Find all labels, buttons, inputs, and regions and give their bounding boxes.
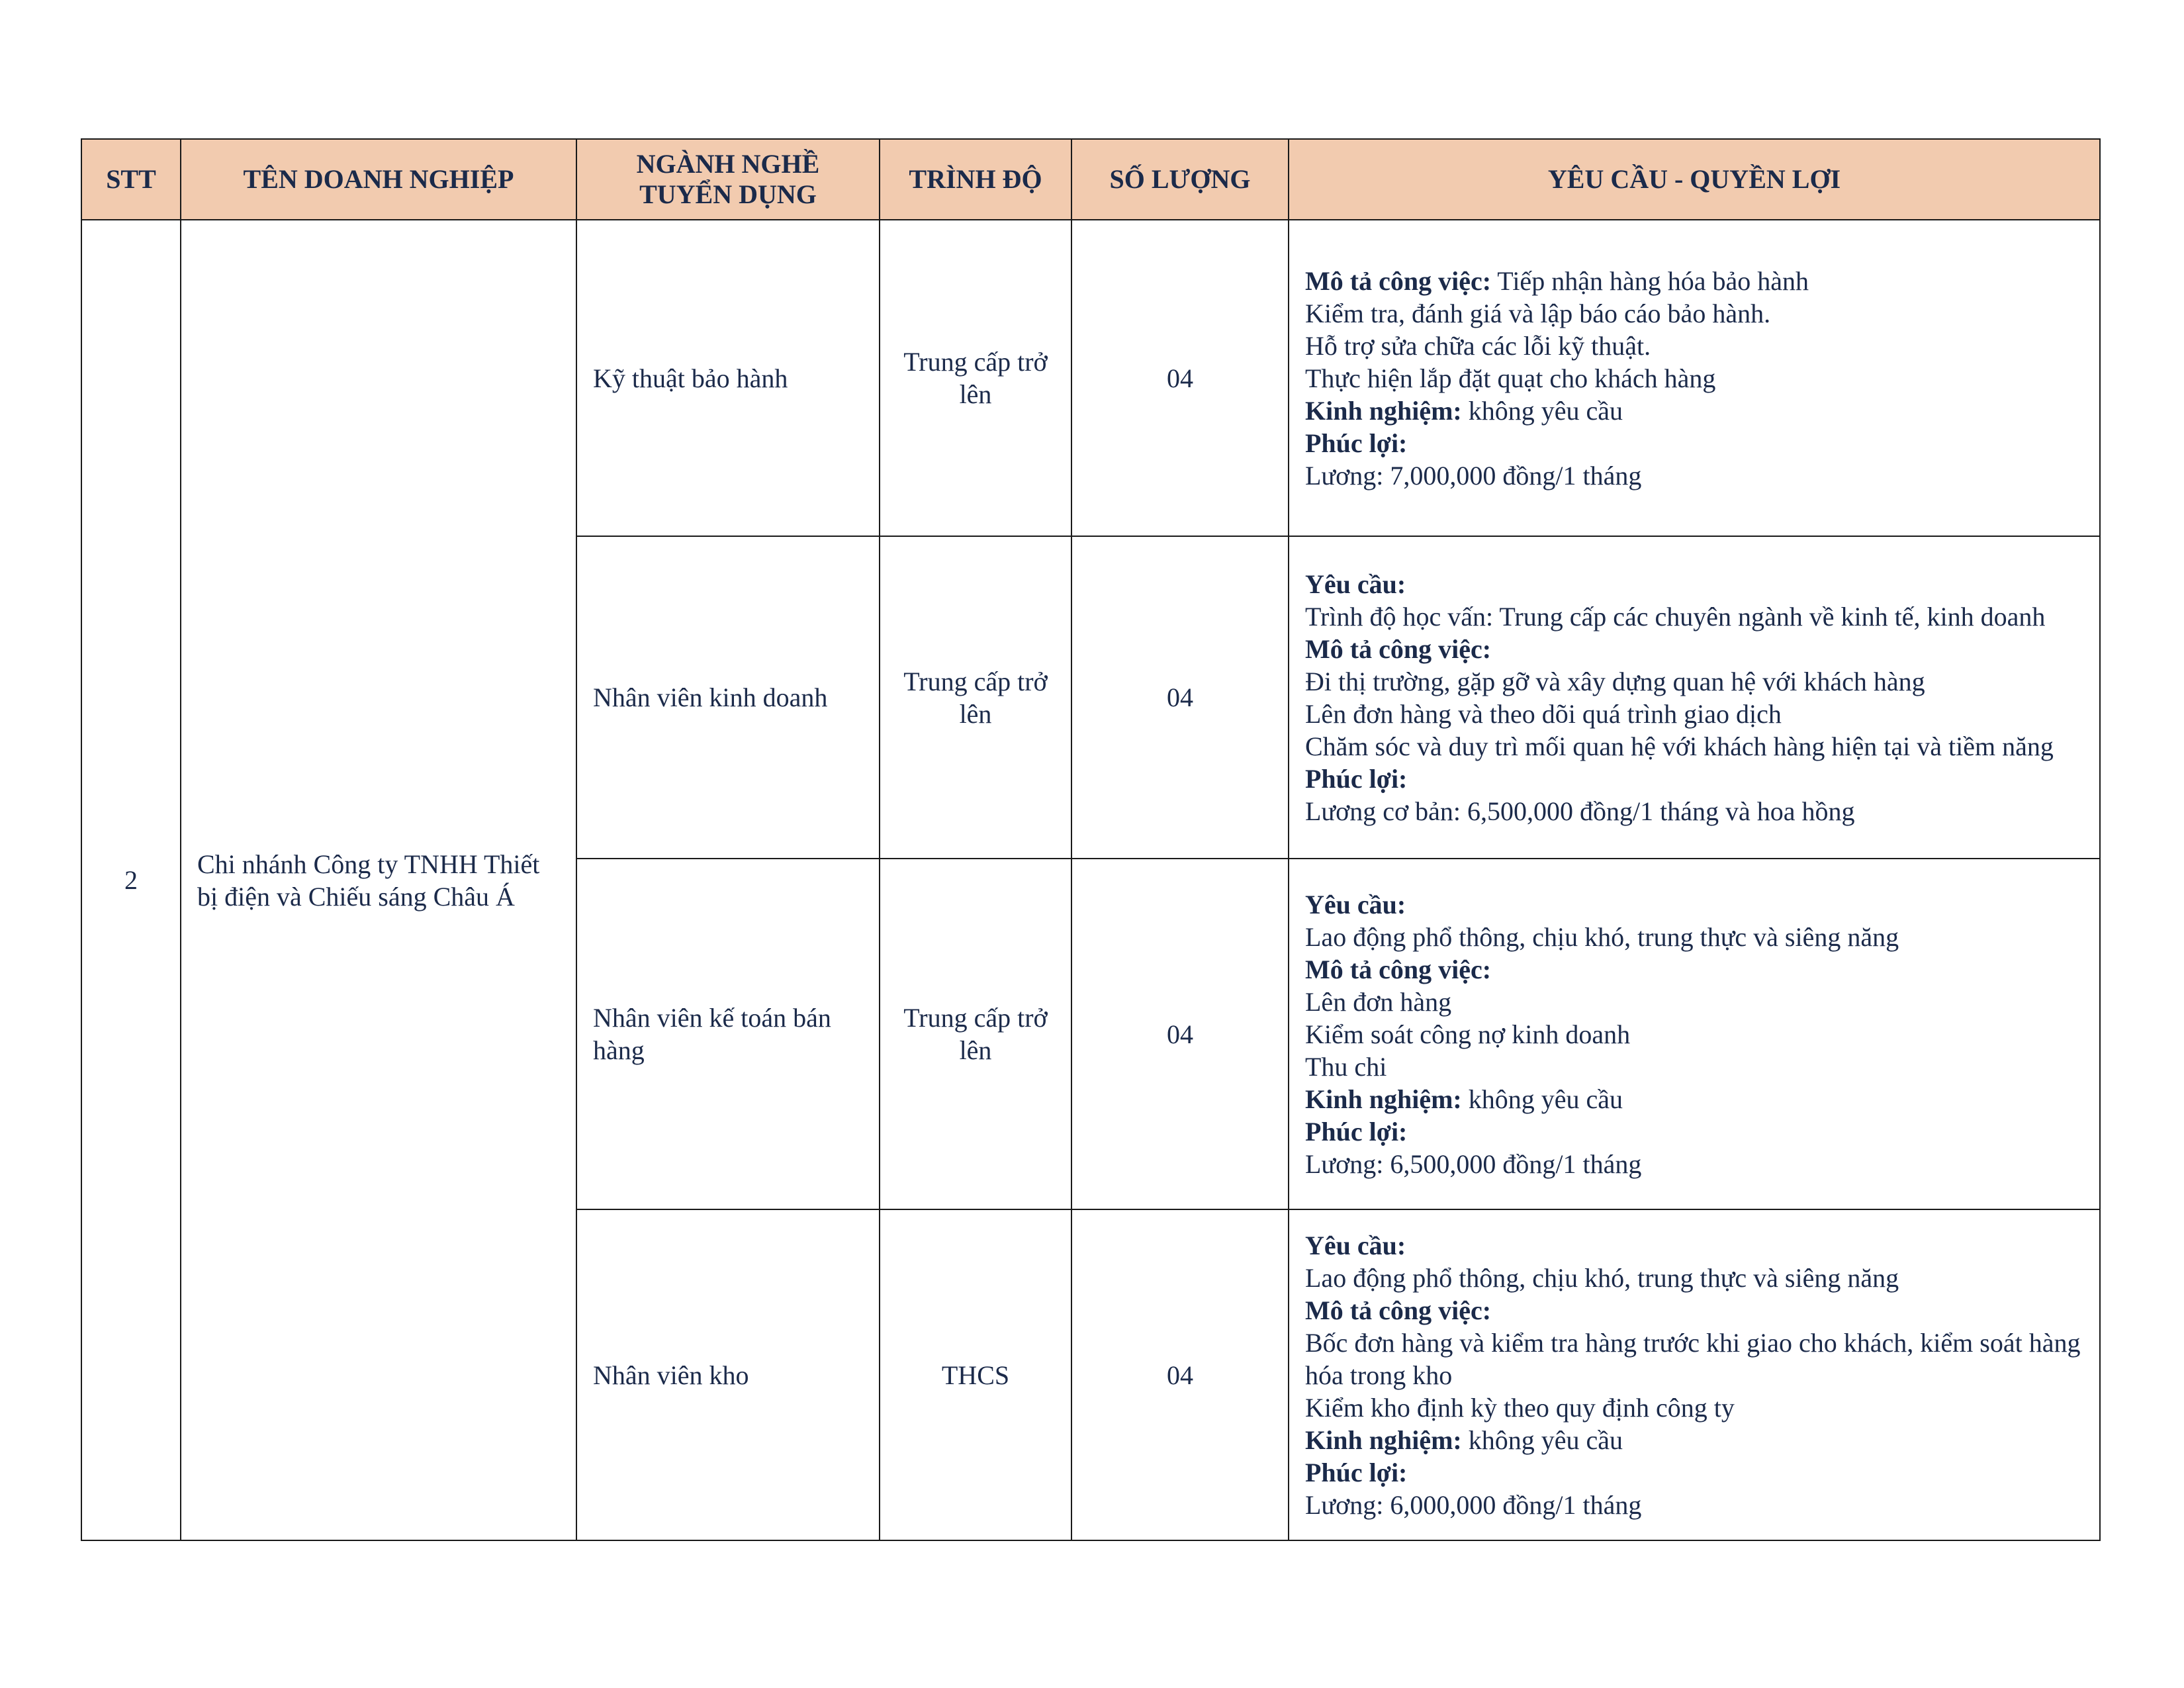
requirement-text: Đi thị trường, gặp gỡ và xây dựng quan hệ với khách hàng — [1305, 666, 1925, 696]
requirement-line — [1305, 427, 2083, 459]
level-cell: THCS — [880, 1209, 1071, 1540]
requirement-text: Thực hiện lắp đặt quạt cho khách hàng — [1305, 363, 1716, 393]
requirement-line — [1305, 1051, 2083, 1083]
requirement-line — [1305, 1456, 2083, 1489]
requirement-label: Mô tả công việc: — [1305, 1295, 1492, 1325]
company-name-cell: Chi nhánh Công ty TNHH Thiết bị điện và Chiếu sáng Châu Á — [181, 220, 576, 1540]
requirement-text: Lương cơ bản: 6,500,000 đồng/1 tháng và hoa hồng — [1305, 796, 1855, 826]
requirement-line — [1305, 763, 2083, 795]
requirement-text: Chăm sóc và duy trì mối quan hệ với khách hàng hiện tại và tiềm năng — [1305, 731, 2054, 761]
requirement-text: Kiểm kho định kỳ theo quy định công ty — [1305, 1392, 1735, 1423]
header-stt: STT — [81, 139, 181, 220]
header-quantity: SỐ LƯỢNG — [1071, 139, 1289, 220]
requirement-line — [1305, 986, 2083, 1018]
level-cell: Trung cấp trở lên — [880, 220, 1071, 536]
requirement-line — [1305, 1424, 2083, 1456]
table-row — [81, 220, 2100, 536]
level-cell: Trung cấp trở lên — [880, 859, 1071, 1209]
requirement-line — [1305, 795, 2083, 827]
requirement-line — [1305, 730, 2083, 763]
requirement-text: Bốc đơn hàng và kiểm tra hàng trước khi giao cho khách, kiểm soát hàng hóa trong kho — [1305, 1327, 2087, 1390]
requirement-line — [1305, 921, 2083, 953]
job-title-cell: Kỹ thuật bảo hành — [576, 220, 880, 536]
requirement-text: Lương: 6,500,000 đồng/1 tháng — [1305, 1149, 1642, 1179]
table-header — [81, 139, 2100, 220]
requirement-line — [1305, 395, 2083, 427]
job-title-cell: Nhân viên kế toán bán hàng — [576, 859, 880, 1209]
requirement-label: Phúc lợi: — [1305, 428, 1408, 458]
requirement-label: Phúc lợi: — [1305, 763, 1408, 794]
requirement-text: Kiểm tra, đánh giá và lập báo cáo bảo hành. — [1305, 298, 1771, 328]
requirement-line — [1305, 665, 2083, 698]
requirement-line — [1305, 1083, 2083, 1115]
requirement-label: Mô tả công việc: — [1305, 265, 1492, 296]
requirement-line — [1305, 362, 2083, 395]
requirement-text: không yêu cầu — [1461, 1425, 1623, 1455]
requirement-line — [1305, 330, 2083, 362]
requirement-line — [1305, 1327, 2087, 1391]
requirement-line — [1305, 1148, 2083, 1180]
requirement-line — [1305, 633, 2083, 665]
requirement-label: Mô tả công việc: — [1305, 633, 1492, 664]
header-requirements: YÊU CẦU - QUYỀN LỢI — [1289, 139, 2100, 220]
quantity-cell: 04 — [1071, 859, 1289, 1209]
level-cell: Trung cấp trở lên — [880, 536, 1071, 859]
requirement-line — [1305, 1391, 2083, 1424]
stt-cell: 2 — [81, 220, 181, 1540]
requirement-line — [1305, 297, 2083, 330]
requirements-cell — [1289, 859, 2100, 1209]
header-company: TÊN DOANH NGHIỆP — [181, 139, 576, 220]
requirement-text: Hỗ trợ sửa chữa các lỗi kỹ thuật. — [1305, 330, 1651, 361]
requirement-label: Kinh nghiệm: — [1305, 1084, 1462, 1114]
requirement-label: Kinh nghiệm: — [1305, 395, 1462, 426]
requirement-text: Thu chi — [1305, 1051, 1387, 1082]
requirement-line — [1305, 265, 2083, 297]
requirement-line — [1305, 1489, 2083, 1521]
requirement-text: Lao động phổ thông, chịu khó, trung thực và siêng năng — [1305, 921, 1899, 952]
requirement-line — [1305, 1115, 2083, 1148]
quantity-cell: 04 — [1071, 220, 1289, 536]
requirement-text: Lên đơn hàng và theo dõi quá trình giao dịch — [1305, 698, 1782, 729]
requirement-line — [1305, 568, 2083, 600]
requirement-line — [1305, 1229, 2083, 1262]
header-level: TRÌNH ĐỘ — [880, 139, 1071, 220]
header-job: NGÀNH NGHỀ TUYỂN DỤNG — [576, 139, 880, 220]
requirement-line — [1305, 698, 2083, 730]
quantity-cell: 04 — [1071, 1209, 1289, 1540]
job-title-cell: Nhân viên kho — [576, 1209, 880, 1540]
requirement-line — [1305, 600, 2083, 633]
requirement-text: Lên đơn hàng — [1305, 986, 1452, 1017]
quantity-cell: 04 — [1071, 536, 1289, 859]
requirement-line — [1305, 459, 2083, 492]
requirement-label: Yêu cầu: — [1305, 889, 1406, 919]
table-body — [81, 220, 2100, 1540]
requirement-line — [1305, 1018, 2083, 1051]
requirement-text: không yêu cầu — [1461, 395, 1623, 426]
requirement-text: Lương: 6,000,000 đồng/1 tháng — [1305, 1489, 1642, 1520]
requirement-line — [1305, 888, 2083, 921]
requirement-line — [1305, 1262, 2083, 1294]
requirements-cell — [1289, 220, 2100, 536]
requirement-text: Kiểm soát công nợ kinh doanh — [1305, 1019, 1631, 1049]
requirements-cell — [1289, 536, 2100, 859]
requirement-line — [1305, 1294, 2083, 1327]
requirement-line — [1305, 953, 2083, 986]
recruitment-table — [81, 138, 2101, 1541]
requirement-label: Yêu cầu: — [1305, 569, 1406, 599]
requirement-label: Kinh nghiệm: — [1305, 1425, 1462, 1455]
requirement-text: Lương: 7,000,000 đồng/1 tháng — [1305, 460, 1642, 491]
job-title-cell: Nhân viên kinh doanh — [576, 536, 880, 859]
requirement-label: Phúc lợi: — [1305, 1457, 1408, 1487]
requirements-cell — [1289, 1209, 2100, 1540]
requirement-text: Trình độ học vấn: Trung cấp các chuyên ngành về kinh tế, kinh doanh — [1305, 601, 2046, 632]
requirement-text: không yêu cầu — [1461, 1084, 1623, 1114]
requirement-text: Tiếp nhận hàng hóa bảo hành — [1491, 265, 1809, 296]
requirement-label: Phúc lợi: — [1305, 1116, 1408, 1147]
requirement-label: Yêu cầu: — [1305, 1230, 1406, 1260]
requirement-label: Mô tả công việc: — [1305, 954, 1492, 984]
requirement-text: Lao động phổ thông, chịu khó, trung thực và siêng năng — [1305, 1262, 1899, 1293]
